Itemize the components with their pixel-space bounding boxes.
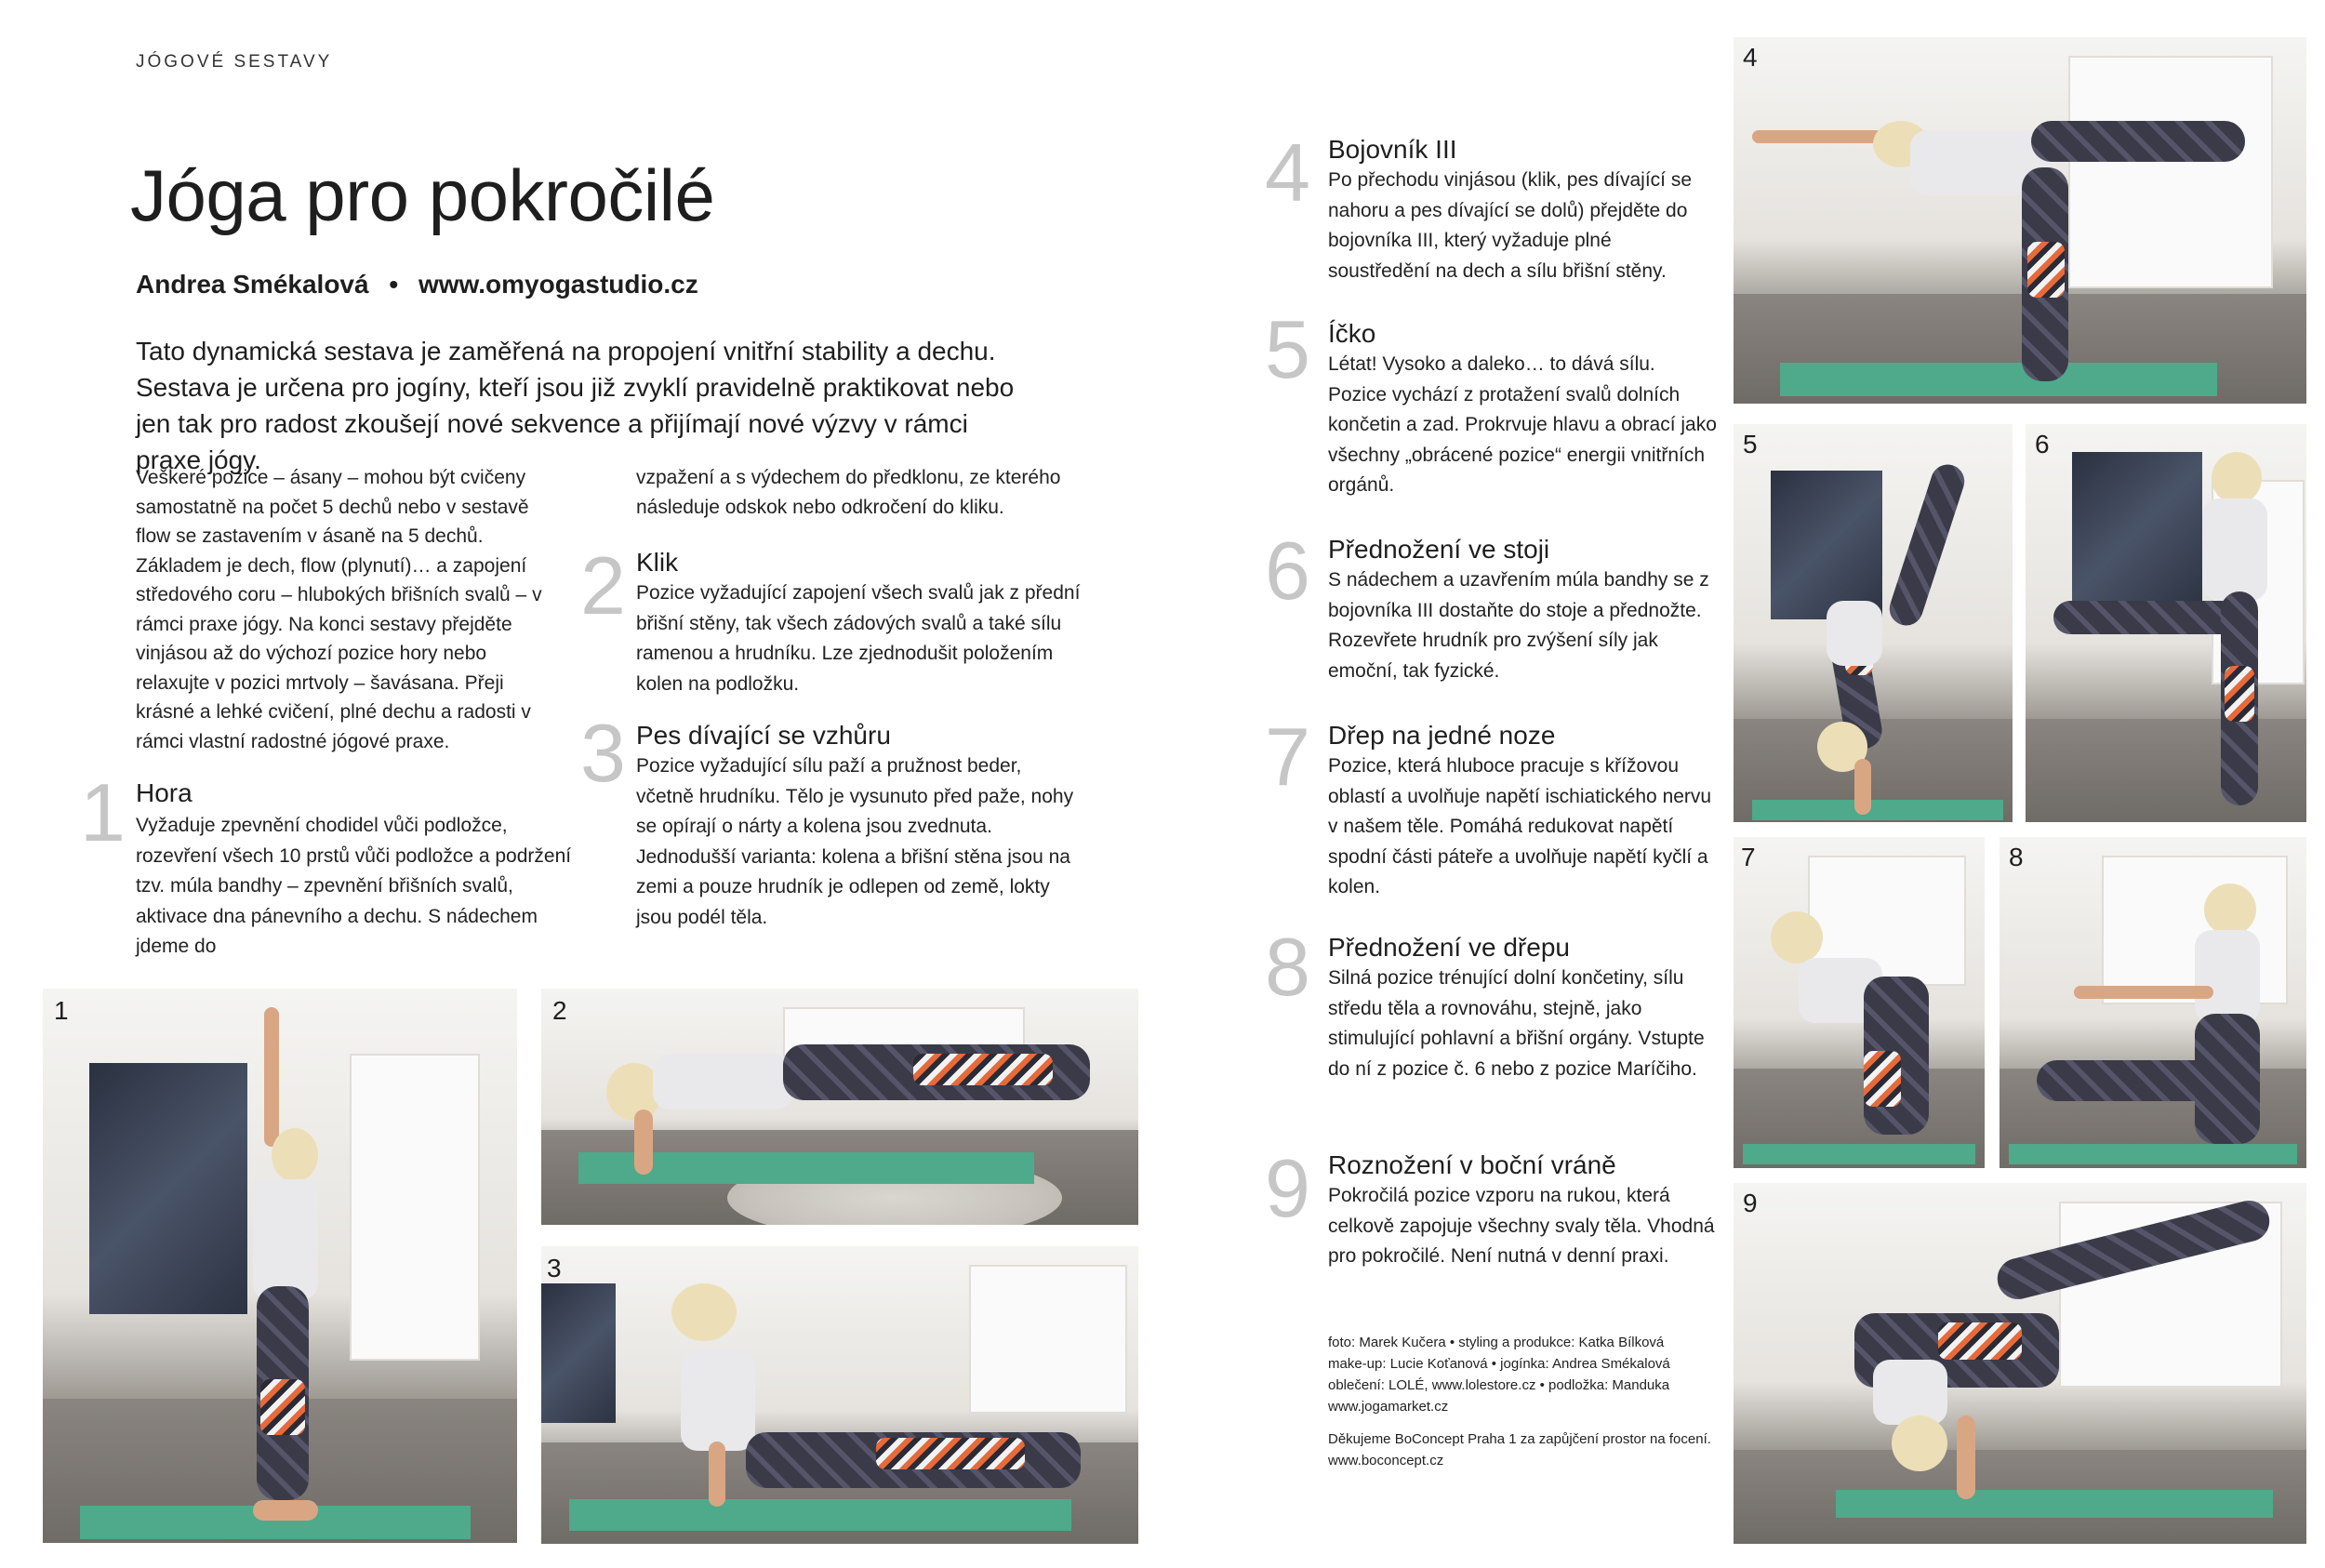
- continuation-paragraph: vzpažení a s výdechem do předklonu, ze kterého následuje odskok nebo odkročení do kliku.: [636, 467, 1061, 518]
- step-7-text: Pozice, která hluboce pracuje s křížovou oblastí a uvolňuje napětí ischiatického nervu v našem těle. Pomáhá redukovat napětí spodní části páteře a uvolňuje napětí kyčlí a kolen.: [1328, 755, 1712, 897]
- step-1-title: Hora: [136, 778, 193, 807]
- step-9-number: 9: [1265, 1142, 1310, 1234]
- photo-number: 6: [2035, 430, 2050, 458]
- step-7-title: Dřep na jedné noze: [1328, 721, 1556, 750]
- photo-credits: [1328, 1332, 1737, 1471]
- step-8-title: Přednožení ve dřepu: [1328, 933, 1570, 962]
- photo-plank: [541, 989, 1138, 1225]
- step-2-title: Klik: [636, 548, 679, 577]
- photo-number: 8: [2009, 843, 2024, 871]
- photo-number: 9: [1743, 1189, 1758, 1217]
- step-4-number: 4: [1265, 126, 1310, 219]
- author-name: Andrea Smékalová: [136, 270, 369, 299]
- step-6-number: 6: [1265, 525, 1310, 617]
- step-1-number: 1: [80, 766, 126, 858]
- step-9-text: Pokročilá pozice vzporu na rukou, která celkově zapojuje všechny svaly těla. Vhodná pro pokročilé. Není nutná v denní praxi.: [1328, 1185, 1715, 1267]
- photo-number: 4: [1743, 43, 1758, 72]
- step-5-number: 5: [1265, 303, 1310, 395]
- photo-standing-leg-raise: [2026, 424, 2306, 822]
- credits-thanks: Děkujeme BoConcept Praha 1 za zapůjčení prostor na focení.: [1328, 1431, 1711, 1447]
- photo-split-crow: [1734, 1183, 2306, 1544]
- step-2-number: 2: [580, 539, 626, 631]
- credits-line: make-up: Lucie Koťanová • jogínka: Andrea Smékalová: [1328, 1356, 1670, 1372]
- credits-line: www.jogamarket.cz: [1328, 1399, 1449, 1415]
- step-3-title: Pes dívající se vzhůru: [636, 721, 891, 750]
- photo-upward-dog: [541, 1246, 1138, 1544]
- step-5-text: Létat! Vysoko a daleko… to dává sílu. Pozice vychází z protažení svalů dolních končetin a zad. Prokrvuje hlavu a obrací jako všechny „obrácené pozice“ energii vnitřních orgánů.: [1328, 353, 1717, 496]
- credits-line: foto: Marek Kučera • styling a produkce: Katka Bílková: [1328, 1335, 1665, 1350]
- photo-number: 1: [54, 996, 69, 1025]
- step-3-text: Pozice vyžadující sílu paží a pružnost beder, včetně hrudníku. Tělo je vysunuto před paže, nohy se opírají o nárty a kolena jsou zvednuta. Jednodušší varianta: kolena a břišní stěna jsou na zemi a pouze hrudník je odlepen od země, lokty jsou podél těla.: [636, 755, 1074, 928]
- step-4-text: Po přechodu vinjásou (klik, pes dívající se nahoru a pes dívající se dolů) přejděte do bojovníka III, který vyžaduje plné soustředění na dech a sílu břišní stěny.: [1328, 169, 1693, 282]
- step-7-number: 7: [1265, 711, 1310, 803]
- byline: [136, 270, 698, 299]
- step-3-number: 3: [580, 707, 626, 799]
- section-label: JÓGOVÉ SESTAVY: [136, 52, 333, 72]
- photo-number: 2: [552, 996, 567, 1025]
- photo-single-leg-squat: [1734, 837, 1985, 1168]
- step-6-title: Přednožení ve stoji: [1328, 535, 1550, 564]
- photo-mountain-pose: [43, 989, 517, 1543]
- credits-line: oblečení: LOLÉ, www.lolestore.cz • podložka: Manduka: [1328, 1377, 1670, 1393]
- step-8-text: Silná pozice trénující dolní končetiny, sílu středu těla a rovnováhu, stejně, jako stimulující pohlavní a břišní orgány. Vstupte do ní z pozice č. 6 nebo z pozice Maríčiho.: [1328, 967, 1705, 1080]
- step-1-text: Vyžaduje zpevnění chodidel vůči podložce, rozevření všech 10 prstů vůči podložce a podržení tzv. múla bandhy – zpevnění břišních svalů, aktivace dna pánevního a dechu. S nádechem jdeme do: [136, 815, 572, 957]
- lead-paragraph: Tato dynamická sestava je zaměřená na propojení vnitřní stability a dechu. Sestava je určena pro jogíny, kteří jsou již zvyklí pravidelně praktikovat nebo jen tak pro radost zkoušejí nové sekvence a přijímají nové výzvy v rámci praxe jógy.: [136, 337, 1015, 474]
- page-title: Jóga pro pokročilé: [130, 154, 715, 236]
- step-9-title: Roznožení v boční vráně: [1328, 1150, 1616, 1179]
- step-5-title: Íčko: [1328, 319, 1376, 348]
- photo-warrior-three: [1734, 37, 2306, 404]
- step-8-number: 8: [1265, 921, 1310, 1013]
- photo-number: 5: [1743, 430, 1758, 458]
- intro-paragraph: Veškeré pozice – ásany – mohou být cvičeny samostatně na počet 5 dechů nebo v sestavě flow se zastavením v ásaně na 5 dechů. Základem je dech, flow (plynutí)… a zapojení středového coru – hlubokých břišních svalů – v rámci praxe jógy. Na konci sestavy přejděte vinjásou až do výchozí pozice hory nebo relaxujte v pozici mrtvoly – šavásana. Přeji krásné a lehké cvičení, plné dechu a radosti v rámci vlastní radostné jógové praxe.: [136, 467, 542, 752]
- step-4-title: Bojovník III: [1328, 135, 1457, 164]
- photo-standing-split: [1734, 424, 2013, 822]
- author-website: www.omyogastudio.cz: [418, 270, 698, 299]
- byline-separator: •: [389, 270, 399, 299]
- photo-number: 7: [1741, 843, 1756, 871]
- credits-thanks-url: www.boconcept.cz: [1328, 1453, 1444, 1468]
- step-2-text: Pozice vyžadující zapojení všech svalů jak z přední břišní stěny, tak všech zádových svalů a také sílu ramenou a hrudníku. Lze zjednodušit položením kolen na podložku.: [636, 582, 1081, 695]
- step-6-text: S nádechem a uzavřením múla bandhy se z bojovníka III dostaňte do stoje a přednožte. Rozevřete hrudník pro zvýšení síly jak emoční, tak fyzické.: [1328, 569, 1709, 682]
- photo-number: 3: [547, 1254, 562, 1282]
- photo-squat-leg-forward: [2000, 837, 2306, 1168]
